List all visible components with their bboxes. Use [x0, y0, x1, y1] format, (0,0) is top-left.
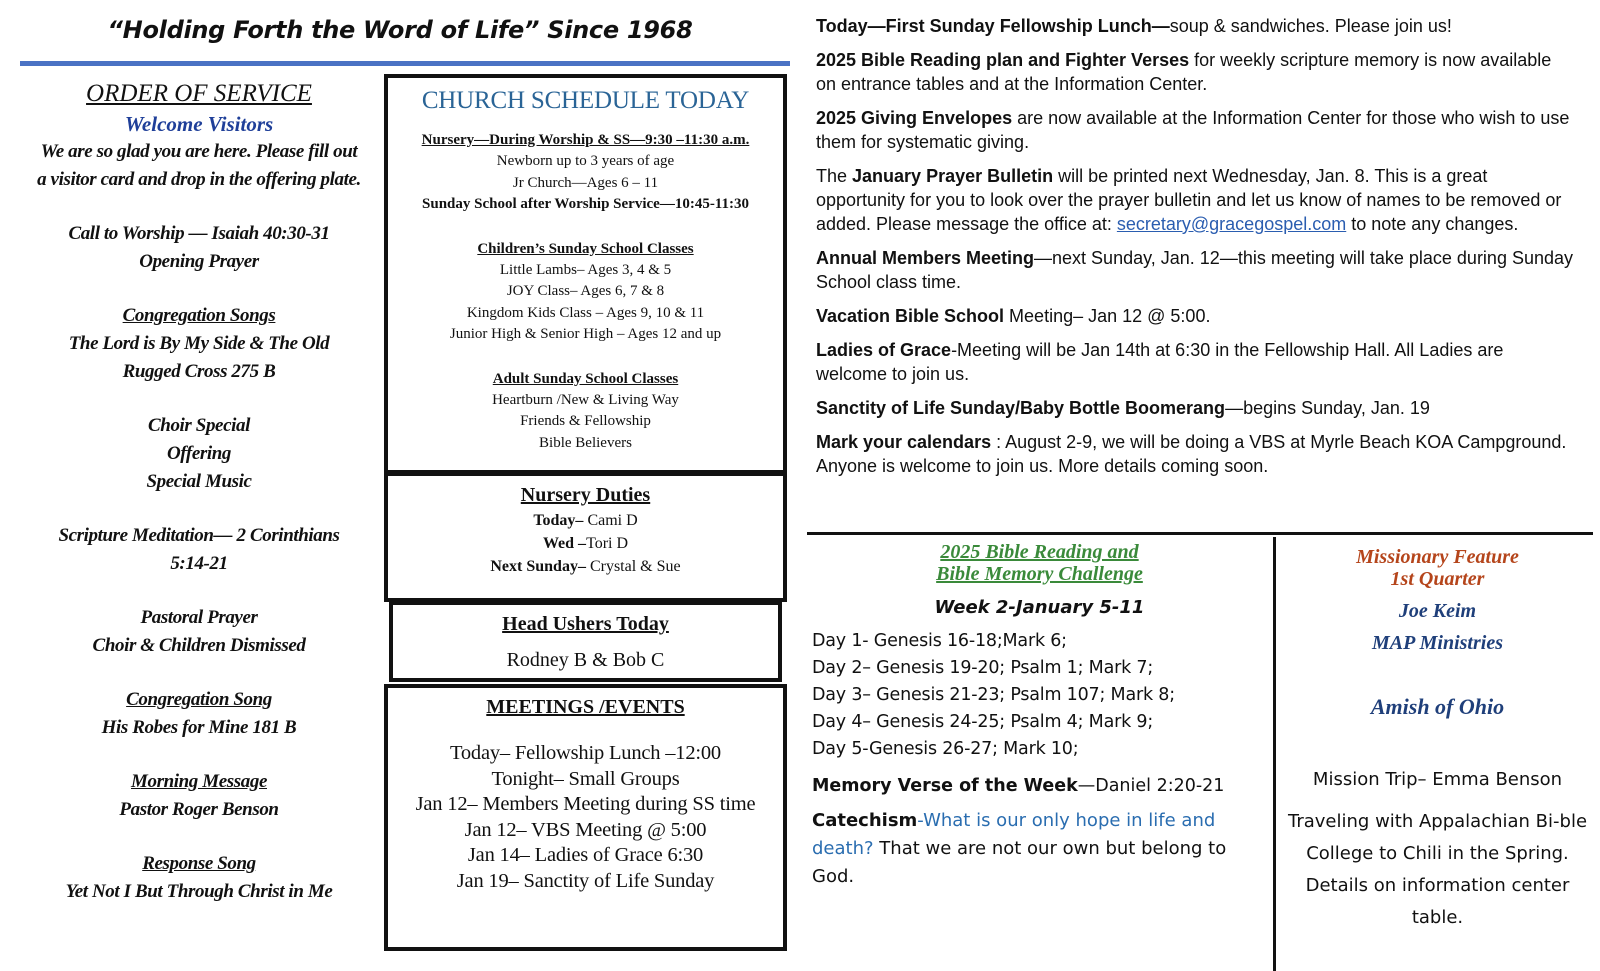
- missionary-name: Joe Keim: [1398, 600, 1477, 622]
- missionary-title-2: 1st Quarter: [1390, 568, 1485, 590]
- reading-day: Day 2– Genesis 19-20; Psalm 1; Mark 7;: [812, 658, 1154, 678]
- nursery-heading: Nursery—During Worship & SS—9:30 –11:30 a.m.: [421, 132, 750, 148]
- reading-day: Day 5-Genesis 26-27; Mark 10;: [812, 739, 1079, 759]
- ushers-names: Rodney B & Bob C: [506, 649, 665, 671]
- catechism: Catechism-What is our only hope in life and death? That we are not our own but belong to God.: [812, 810, 1227, 887]
- children-class: Little Lambs– Ages 3, 4 & 5: [499, 261, 672, 278]
- reading-day: Day 4– Genesis 24-25; Psalm 4; Mark 9;: [812, 712, 1154, 732]
- nursery-duties-title: Nursery Duties: [520, 484, 651, 506]
- meeting-item: Jan 12– Members Meeting during SS time: [415, 793, 756, 815]
- songs-line-2: Rugged Cross 275 B: [122, 361, 276, 382]
- children-class: Kingdom Kids Class – Ages 9, 10 & 11: [466, 304, 705, 321]
- nursery-ages: Newborn up to 3 years of age: [496, 153, 675, 169]
- order-title: ORDER OF SERVICE: [86, 80, 312, 107]
- scripture-line-2: 5:14-21: [170, 553, 228, 574]
- congregation-song-heading: Congregation Song: [126, 689, 272, 710]
- announcement-fellowship-lunch: Today—First Sunday Fellowship Lunch—soup & sandwiches. Please join us!: [816, 16, 1452, 36]
- missionary-title-1: Missionary Feature: [1356, 546, 1519, 568]
- welcome-visitors: Welcome Visitors: [124, 112, 274, 136]
- children-class: Junior High & Senior High – Ages 12 and up: [449, 326, 722, 342]
- ushers-title: Head Ushers Today: [502, 613, 669, 635]
- pastoral-prayer: Pastoral Prayer: [140, 607, 258, 628]
- adult-classes-heading: Adult Sunday School Classes: [492, 370, 679, 387]
- announcement-sanctity-of-life: Sanctity of Life Sunday/Baby Bottle Boomerang—begins Sunday, Jan. 19: [816, 398, 1430, 418]
- schedule-title: CHURCH SCHEDULE TODAY: [421, 87, 750, 114]
- bible-week: Week 2-January 5-11: [934, 597, 1145, 618]
- adult-class: Heartburn /New & Living Way: [492, 391, 679, 408]
- morning-message-heading: Morning Message: [131, 771, 267, 792]
- section-divider: [807, 532, 1593, 535]
- meetings-events-box: [384, 684, 787, 951]
- welcome-text-2: a visitor card and drop in the offering plate.: [37, 169, 361, 190]
- offering: Offering: [166, 443, 231, 464]
- jr-church: Jr Church—Ages 6 – 11: [512, 174, 659, 191]
- children-dismissed: Choir & Children Dismissed: [92, 635, 306, 656]
- missionary-ministry: MAP Ministries: [1372, 632, 1503, 654]
- meeting-item: Today– Fellowship Lunch –12:00: [449, 742, 721, 764]
- nursery-next-sunday: Next Sunday– Crystal & Sue: [490, 558, 681, 575]
- nursery-duties-box: [384, 472, 787, 602]
- church-motto: “Holding Forth the Word of Life” Since 1968: [107, 16, 693, 44]
- header-divider: [20, 61, 790, 66]
- call-to-worship: Call to Worship — Isaiah 40:30-31: [68, 223, 330, 244]
- memory-verse: Memory Verse of the Week—Daniel 2:20-21: [812, 776, 1225, 796]
- announcement-giving-envelopes: 2025 Giving Envelopes are now available at the Information Center for those who wish to use them for systematic giving.: [816, 108, 1570, 152]
- congregation-songs-heading: Congregation Songs: [122, 305, 276, 326]
- announcement-ladies-of-grace: Ladies of Grace-Meeting will be Jan 14th at 6:30 in the Fellowship Hall. All Ladies are welcome to join us.: [816, 340, 1504, 384]
- bible-challenge-title-2: Bible Memory Challenge: [936, 563, 1143, 585]
- response-song-heading: Response Song: [142, 853, 256, 874]
- bible-challenge: [812, 541, 1267, 891]
- email-link[interactable]: secretary@gracegospel.com: [1116, 214, 1347, 234]
- announcement-vbs: Vacation Bible School Meeting– Jan 12 @ 5:00.: [816, 306, 1211, 326]
- reading-day: Day 3– Genesis 21-23; Psalm 107; Mark 8;: [812, 685, 1175, 705]
- church-schedule-box: [384, 74, 787, 474]
- opening-prayer: Opening Prayer: [139, 251, 259, 272]
- bible-challenge-title-1: 2025 Bible Reading and: [940, 541, 1139, 563]
- meeting-item: Jan 19– Sanctity of Life Sunday: [456, 869, 715, 892]
- mission-trip: Mission Trip– Emma Benson: [1312, 769, 1563, 790]
- column-divider: [1273, 537, 1276, 971]
- announcement-members-meeting: Annual Members Meeting—next Sunday, Jan. 12—this meeting will take place during Sunday School class time.: [816, 248, 1574, 292]
- announcement-reading-plan: 2025 Bible Reading plan and Fighter Verses for weekly scripture memory is now available on entrance tables and at the Information Center.: [816, 50, 1552, 94]
- mission-trip-details: Traveling with Appalachian Bi-ble College to Chili in the Spring. Details on information center table.: [1288, 811, 1588, 928]
- head-ushers-box: [389, 601, 782, 682]
- choir-special: Choir Special: [148, 415, 250, 436]
- meeting-item: Jan 14– Ladies of Grace 6:30: [467, 844, 704, 866]
- response-song: Yet Not I But Through Christ in Me: [65, 881, 333, 902]
- children-class: JOY Class– Ages 6, 7 & 8: [506, 283, 665, 299]
- missionary-field: Amish of Ohio: [1370, 694, 1505, 719]
- children-classes-heading: Children’s Sunday School Classes: [477, 240, 694, 257]
- songs-line-1: The Lord is By My Side & The Old: [68, 333, 330, 354]
- meeting-item: Jan 12– VBS Meeting @ 5:00: [464, 818, 707, 841]
- special-music: Special Music: [146, 471, 252, 492]
- adult-class: Friends & Fellowship: [520, 413, 651, 429]
- missionary-feature: [1280, 546, 1595, 934]
- pastor-name: Pastor Roger Benson: [119, 799, 279, 820]
- scripture-line-1: Scripture Meditation— 2 Corinthians: [58, 525, 340, 546]
- congregation-song: His Robes for Mine 181 B: [101, 717, 297, 738]
- sunday-school-time: Sunday School after Worship Service—10:45-11:30: [422, 196, 749, 212]
- meeting-item: Tonight– Small Groups: [491, 767, 680, 790]
- nursery-wed: Wed –Tori D: [542, 535, 629, 552]
- welcome-text-1: We are so glad you are here. Please fill out: [40, 141, 358, 162]
- announcements: [816, 14, 1576, 488]
- reading-day: Day 1- Genesis 16-18;Mark 6;: [812, 631, 1067, 651]
- adult-class: Bible Believers: [539, 434, 632, 451]
- order-of-service: [18, 78, 380, 906]
- announcement-mark-calendars: Mark your calendars : August 2-9, we will be doing a VBS at Myrle Beach KOA Campground. Anyone is welcome to join us. More details coming soon.: [816, 432, 1567, 476]
- announcement-prayer-bulletin: The January Prayer Bulletin will be printed next Wednesday, Jan. 8. This is a great opportunity for you to look over the prayer bulletin and let us know of names to be removed or added. Please message the office at: secretary@gracegospel.com to note any changes.: [816, 166, 1562, 234]
- meetings-title: MEETINGS /EVENTS: [486, 696, 685, 718]
- nursery-today: Today– Cami D: [533, 512, 638, 529]
